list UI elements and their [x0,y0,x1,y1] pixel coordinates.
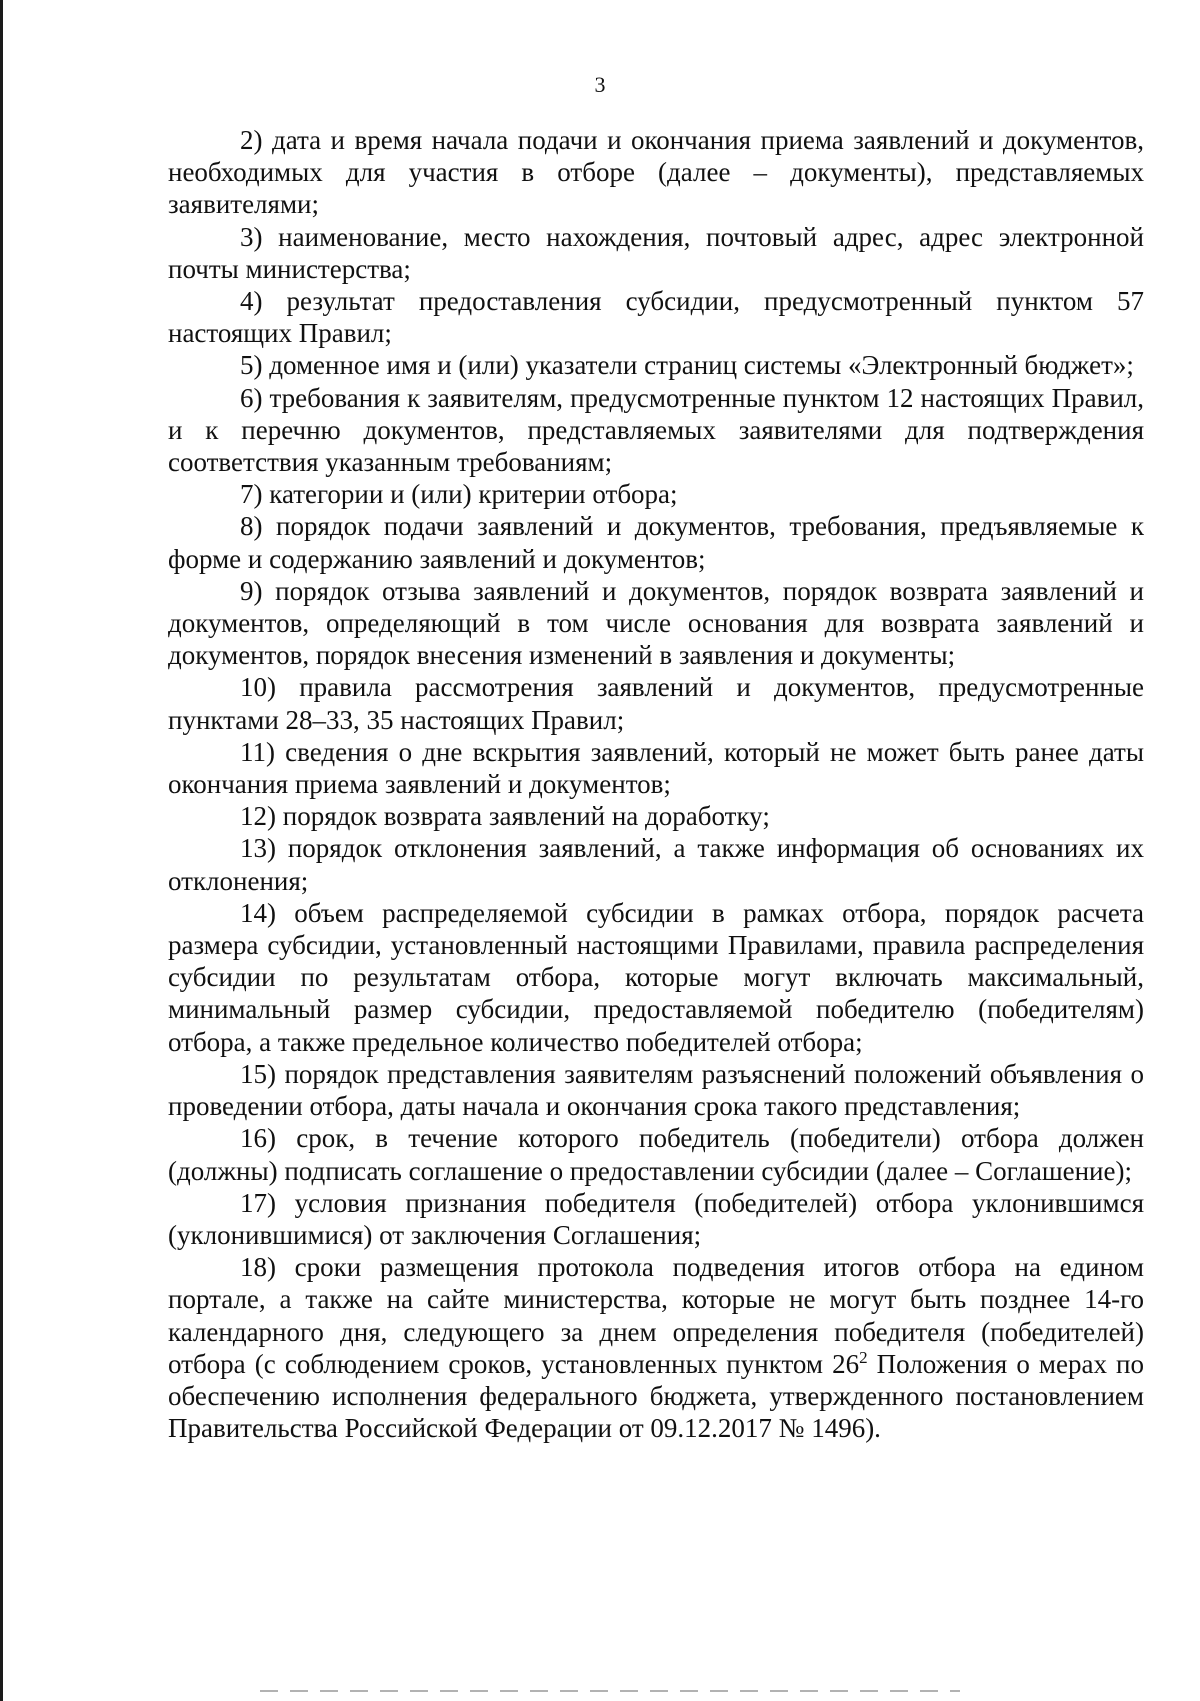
list-item-2: 2) дата и время начала подачи и окончания приема заявлений и документов, необходимых для участия в отборе (далее – документы), представляемых заявителями; [168,125,1144,220]
list-item-18-text-after: Положения о мерах по обеспечению исполнения федерального бюджета, утвержденного постановлением Правительства Российской Федерации от 09.12.2017 № 1496). [168,1348,1145,1444]
list-item-15: 15) порядок представления заявителям разъяснений положений объявления о проведении отбора, даты начала и окончания срока такого представления; [168,1058,1144,1122]
list-item-11: 11) сведения о дне вскрытия заявлений, который не может быть ранее даты окончания приема заявлений и документов; [168,736,1144,800]
list-item-16: 16) срок, в течение которого победитель (победители) отбора должен (должны) подписать соглашение о предоставлении субсидии (далее – Соглашение); [168,1123,1144,1186]
page-number: 3 [594,72,606,97]
list-item-7: 7) категории и (или) критерии отбора; [240,479,678,510]
scan-edge-line [0,0,3,1701]
document-body [168,124,1144,1444]
list-item-8: 8) порядок подачи заявлений и документов, требования, предъявляемые к форме и содержанию заявлений и документов; [168,511,1144,574]
list-item-12: 12) порядок возврата заявлений на доработку; [240,801,770,832]
list-item-6: 6) требования к заявителям, предусмотренные пунктом 12 настоящих Правил, и к перечню документов, представляемых заявителями для подтверждения соответствия указанным требованиям; [168,382,1144,478]
list-item-18-text-before: 18) сроки размещения протокола подведения итогов отбора на едином портале, а также на сайте министерства, которые не могут быть позднее 14-го календарного дня, следующего за днем определения победителя (победителей) отбора (с соблюдением сроков, установленных пунктом 26 [168,1252,1144,1379]
list-item-3: 3) наименование, место нахождения, почтовый адрес, адрес электронной почты министерства; [168,221,1144,284]
list-item-9: 9) порядок отзыва заявлений и документов, порядок возврата заявлений и документов, определяющий в том числе основания для возврата заявлений и документов, порядок внесения изменений в заявления и документы; [168,575,1144,671]
list-item-13: 13) порядок отклонения заявлений, а также информация об основаниях их отклонения; [168,833,1144,896]
scan-bottom-artifact [260,1690,960,1692]
list-item-10: 10) правила рассмотрения заявлений и документов, предусмотренные пунктами 28–33, 35 настоящих Правил; [168,672,1144,735]
list-item-17: 17) условия признания победителя (победителей) отбора уклонившимся (уклонившимися) от заключения Соглашения; [168,1187,1144,1250]
list-item-5: 5) доменное имя и (или) указатели страниц системы «Электронный бюджет»; [240,350,1134,381]
superscript-number: 2 [859,1347,868,1367]
list-item-18 [168,1251,1144,1444]
list-item-14: 14) объем распределяемой субсидии в рамках отбора, порядок расчета размера субсидии, установленный настоящими Правилами, правила распределения субсидии по результатам отбора, которые могут включать максимальный, минимальный размер субсидии, предоставляемой победителю (победителям) отбора, а также предельное количество победителей отбора; [168,897,1144,1057]
list-item-4: 4) результат предоставления субсидии, предусмотренный пунктом 57 настоящих Правил; [168,286,1144,349]
